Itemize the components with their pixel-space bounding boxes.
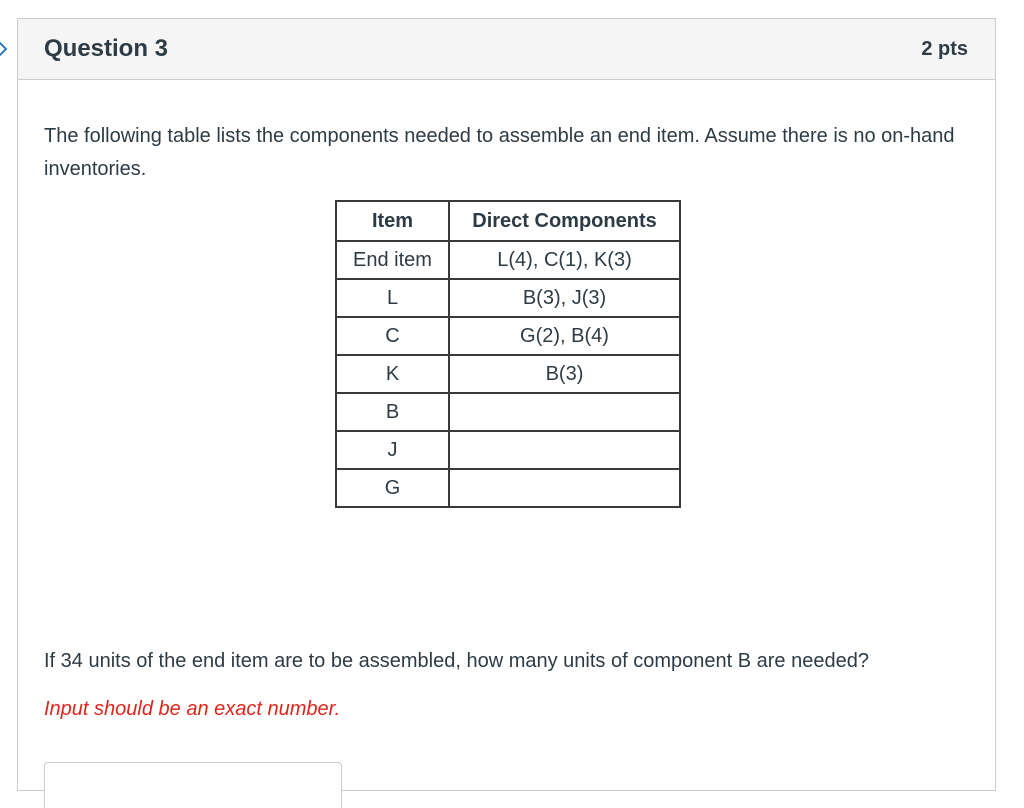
table-cell-item: J (336, 431, 449, 469)
table-row (336, 241, 680, 279)
table-cell-item: End item (336, 241, 449, 279)
table-row (336, 469, 680, 507)
table-cell-item: K (336, 355, 449, 393)
table-cell-components (449, 393, 680, 431)
table-cell-item: L (336, 279, 449, 317)
table-cell-components: B(3) (449, 355, 680, 393)
question-intro-text: The following table lists the components needed to assemble an end item. Assume there is no on-hand inventories. (44, 125, 955, 180)
table-row (336, 393, 680, 431)
table-cell-item: B (336, 393, 449, 431)
answer-input[interactable] (44, 762, 342, 808)
table-row (336, 431, 680, 469)
column-header-components: Direct Components (449, 201, 680, 241)
table-header-row (336, 201, 680, 241)
column-header-item: Item (336, 201, 449, 241)
chevron-right-icon[interactable] (0, 38, 12, 60)
table-cell-components: G(2), B(4) (449, 317, 680, 355)
table-cell-components: L(4), C(1), K(3) (449, 241, 680, 279)
table-row (336, 279, 680, 317)
question-header (18, 19, 995, 80)
table-cell-components (449, 469, 680, 507)
input-hint: Input should be an exact number. (44, 698, 341, 720)
table-cell-components (449, 431, 680, 469)
table-row (336, 317, 680, 355)
question-title: Question 3 (44, 35, 169, 62)
components-table (335, 200, 681, 508)
table-cell-item: C (336, 317, 449, 355)
table-cell-components: B(3), J(3) (449, 279, 680, 317)
table-cell-item: G (336, 469, 449, 507)
question-card (17, 18, 996, 791)
question-prompt: If 34 units of the end item are to be assembled, how many units of component B are needed? (44, 650, 869, 672)
table-row (336, 355, 680, 393)
question-points: 2 pts (921, 37, 968, 60)
